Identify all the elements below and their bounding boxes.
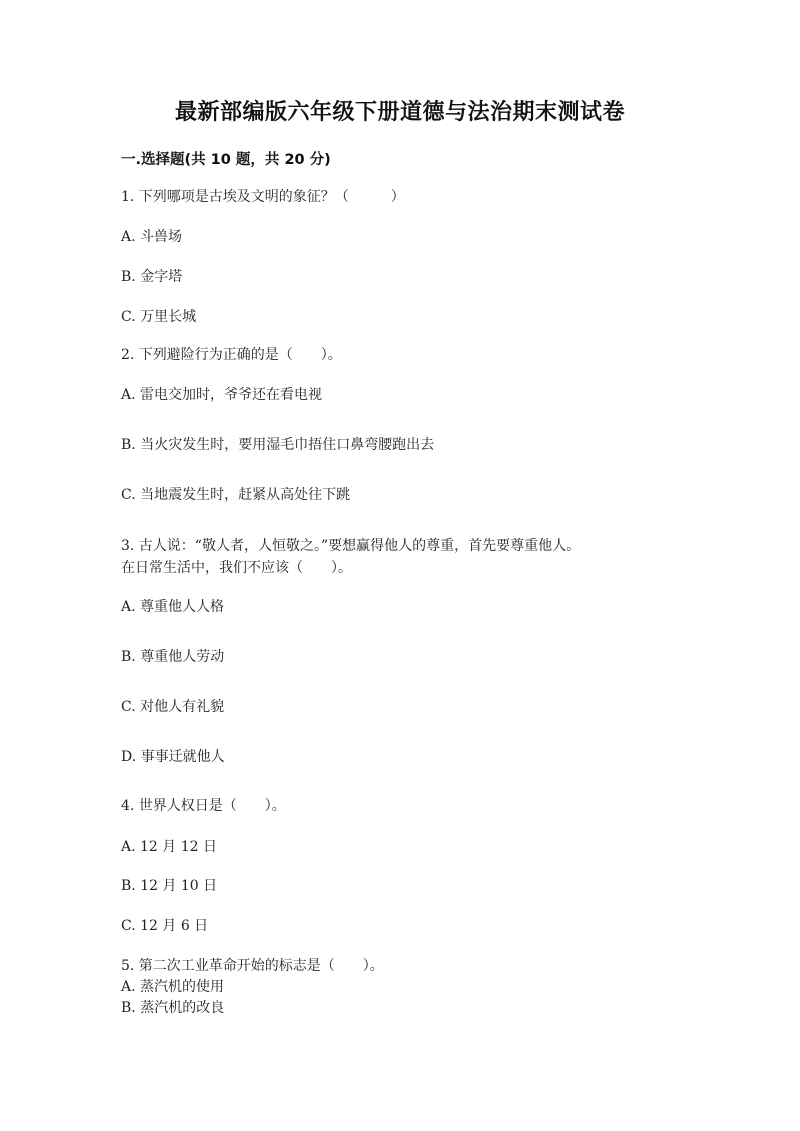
question-5-option-b: B. 蒸汽机的改良 xyxy=(121,1000,225,1016)
question-3-stem-line-1: 3. 古人说：“敬人者，人恒敬之。”要想赢得他人的尊重，首先要尊重他人。 xyxy=(121,538,581,554)
question-2-option-b: B. 当火灾发生时，要用湿毛巾捂住口鼻弯腰跑出去 xyxy=(121,437,435,453)
question-4-option-b: B. 12 月 10 日 xyxy=(121,878,218,894)
question-2-stem: 2. 下列避险行为正确的是（ ）。 xyxy=(121,347,342,363)
question-3-option-b: B. 尊重他人劳动 xyxy=(121,649,225,665)
section-heading: 一.选择题(共 10 题，共 20 分) xyxy=(121,152,331,168)
question-5-option-a: A. 蒸汽机的使用 xyxy=(121,979,225,995)
question-1-option-c: C. 万里长城 xyxy=(121,309,197,325)
question-3-option-c: C. 对他人有礼貌 xyxy=(121,699,225,715)
page-title: 最新部编版六年级下册道德与法治期末测试卷 xyxy=(174,100,625,125)
question-2-option-c: C. 当地震发生时，赶紧从高处往下跳 xyxy=(121,487,351,503)
question-4-option-a: A. 12 月 12 日 xyxy=(121,839,217,855)
question-1-stem: 1. 下列哪项是古埃及文明的象征？（ ） xyxy=(121,189,405,205)
question-1-option-a: A. 斗兽场 xyxy=(121,229,183,245)
question-5-stem: 5. 第二次工业革命开始的标志是（ ）。 xyxy=(121,958,384,974)
question-3-stem-line-2: 在日常生活中，我们不应该（ ）。 xyxy=(121,560,352,576)
question-2-option-a: A. 雷电交加时，爷爷还在看电视 xyxy=(121,387,323,403)
question-3-option-a: A. 尊重他人人格 xyxy=(121,599,225,615)
question-1-option-b: B. 金字塔 xyxy=(121,269,183,285)
question-4-stem: 4. 世界人权日是（ ）。 xyxy=(121,798,286,814)
question-4-option-c: C. 12 月 6 日 xyxy=(121,918,209,934)
question-3-option-d: D. 事事迁就他人 xyxy=(121,749,225,765)
